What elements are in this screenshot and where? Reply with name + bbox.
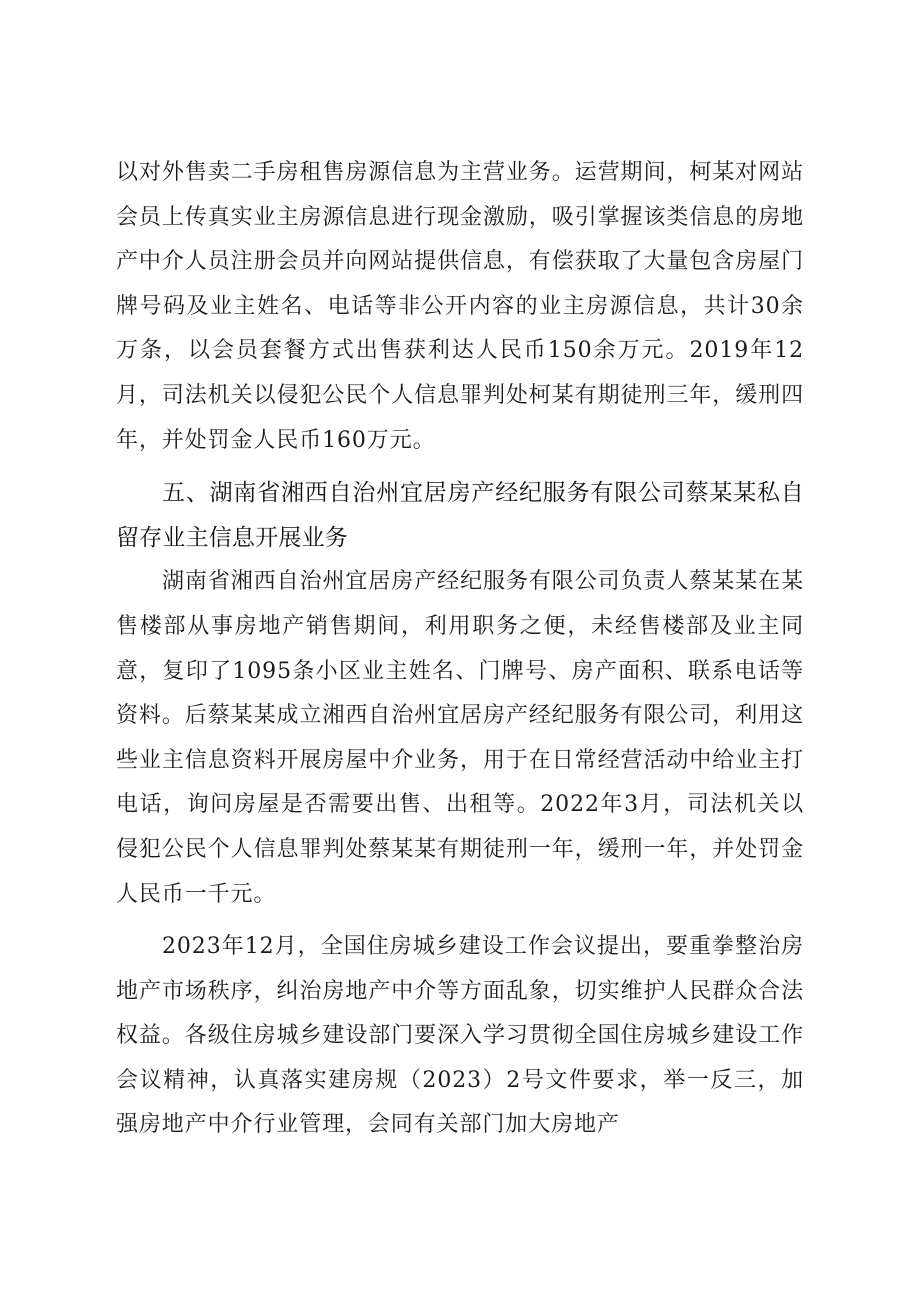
paragraph-conclusion: 2023年12月，全国住房城乡建设工作会议提出，要重拳整治房地产市场秩序，纠治房地产中介等方面乱象，切实维护人民群众合法权益。各级住房城乡建设部门要深入学习贯彻全国住房城乡建设工作会议精神，认真落实建房规（2023）2号文件要求，举一反三，加强房地产中介行业管理，会同有关部门加大房地产 [116, 934, 804, 1138]
paragraph-case5-body: 湖南省湘西自治州宜居房产经纪服务有限公司负责人蔡某某在某售楼部从事房地产销售期间，利用职务之便，未经售楼部及业主同意，复印了1095条小区业主姓名、门牌号、房产面积、联系电话等资料。后蔡某某成立湘西自治州宜居房产经纪服务有限公司，利用这些业主信息资料开展房屋中介业务，用于在日常经营活动中给业主打电话，询问房屋是否需要出售、出租等。2022年3月，司法机关以侵犯公民个人信息罪判处蔡某某有期徒刑一年，缓刑一年，并处罚金人民币一千元。 [116, 569, 804, 907]
document-page [116, 151, 804, 1148]
section-heading-case5: 五、湖南省湘西自治州宜居房产经纪服务有限公司蔡某某私自留存业主信息开展业务 [116, 480, 804, 551]
paragraph-case4-continued: 以对外售卖二手房租售房源信息为主营业务。运营期间，柯某对网站会员上传真实业主房源信息进行现金激励，吸引掌握该类信息的房地产中介人员注册会员并向网站提供信息，有偿获取了大量包含房屋门牌号码及业主姓名、电话等非公开内容的业主房源信息，共计30余万条，以会员套餐方式出售获利达人民币150余万元。2019年12月，司法机关以侵犯公民个人信息罪判处柯某有期徒刑三年，缓刑四年，并处罚金人民币160万元。 [116, 160, 804, 453]
